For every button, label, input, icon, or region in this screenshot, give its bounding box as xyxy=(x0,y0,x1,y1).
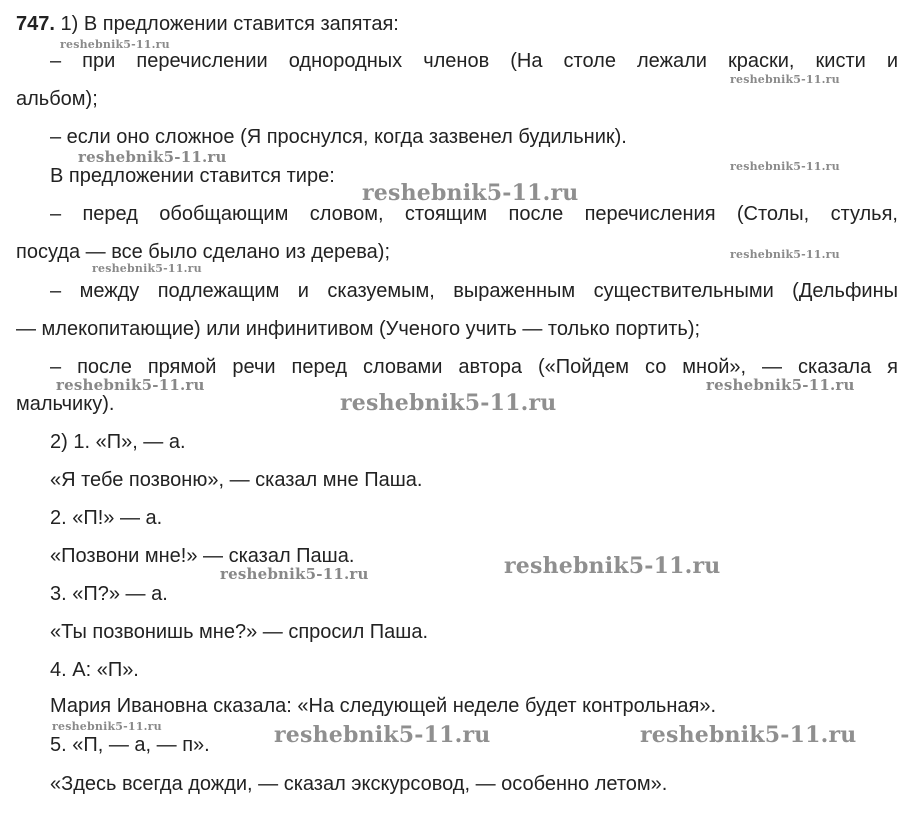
text-line-15: «Позвони мне!» — сказал Паша. xyxy=(50,545,355,567)
text-line-19: Мария Ивановна сказала: «На следующей неделе будет контрольная». xyxy=(50,695,717,717)
watermark: reshebnik5-11.ru xyxy=(362,180,579,206)
text-line-18: 4. А: «П». xyxy=(50,659,139,681)
watermark: reshebnik5-11.ru xyxy=(640,722,857,748)
text-line-11: мальчику). xyxy=(16,393,115,415)
text-line-12: 2) 1. «П», — а. xyxy=(50,431,186,453)
text-line-4: – если оно сложное (Я проснулся, когда зазвенел будильник). xyxy=(50,126,627,148)
watermark: reshebnik5-11.ru xyxy=(730,73,840,86)
text-line-20: 5. «П, — а, — п». xyxy=(50,734,210,756)
watermark: reshebnik5-11.ru xyxy=(220,565,369,583)
text-line-1 xyxy=(16,12,399,36)
text-line-13: «Я тебе позвоню», — сказал мне Паша. xyxy=(50,469,423,491)
rule-comma-heading: 1) В предложении ставится запятая: xyxy=(60,13,399,35)
watermark: reshebnik5-11.ru xyxy=(504,553,721,579)
text-line-21: «Здесь всегда дожди, — сказал экскурсовод, — особенно летом». xyxy=(50,773,668,795)
watermark: reshebnik5-11.ru xyxy=(730,248,840,261)
task-number: 747. xyxy=(16,13,55,35)
text-line-5: В предложении ставится тире: xyxy=(50,165,335,187)
watermark: reshebnik5-11.ru xyxy=(56,376,205,394)
text-line-10: – после прямой речи перед словами автора («Пойдем со мной», — сказала я xyxy=(50,356,898,378)
text-line-6: – перед обобщающим словом, стоящим после перечисления (Столы, стулья, xyxy=(50,203,898,225)
watermark: reshebnik5-11.ru xyxy=(340,390,557,416)
text-line-9: — млекопитающие) или инфинитивом (Ученого учить — только портить); xyxy=(16,318,701,340)
text-line-17: «Ты позвонишь мне?» — спросил Паша. xyxy=(50,621,429,643)
text-line-8: – между подлежащим и сказуемым, выраженным существительными (Дельфины xyxy=(50,280,898,302)
watermark: reshebnik5-11.ru xyxy=(60,38,170,51)
text-line-14: 2. «П!» — а. xyxy=(50,507,163,529)
watermark: reshebnik5-11.ru xyxy=(92,262,202,275)
watermark: reshebnik5-11.ru xyxy=(78,148,227,166)
text-line-7: посуда — все было сделано из дерева); xyxy=(16,241,391,263)
watermark: reshebnik5-11.ru xyxy=(52,720,162,733)
text-line-3: альбом); xyxy=(16,88,98,110)
watermark: reshebnik5-11.ru xyxy=(274,722,491,748)
watermark: reshebnik5-11.ru xyxy=(706,376,855,394)
watermark: reshebnik5-11.ru xyxy=(730,160,840,173)
text-line-2: – при перечислении однородных членов (На столе лежали краски, кисти и xyxy=(50,50,898,72)
text-line-16: 3. «П?» — а. xyxy=(50,583,168,605)
